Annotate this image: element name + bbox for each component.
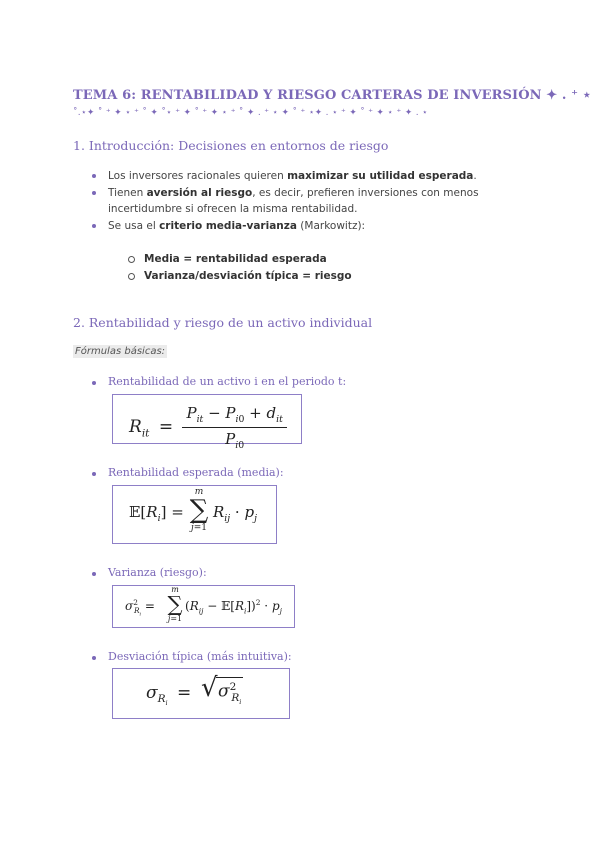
formula-box-expected: $𝔼[R_i]$ = m ∑ j=1 $R_{ij} \cdot p_j$ [112, 485, 277, 544]
formula-box-stddev: $\sigma_{R_i}$ = √ $\sigma^2_{R_i}$ [112, 668, 290, 719]
list-item: Los inversores racionales quieren maximizar su utilidad esperada. [90, 168, 540, 185]
list-item: Media = rentabilidad esperada [128, 251, 352, 268]
formula-box-return: $R_{it}$ = $\frac{P_{it} - P_{i0} + d_{it}}{P_{i0}}$ [112, 394, 302, 444]
intro-bullet-list [90, 168, 540, 234]
formula-label-variance: Varianza (riesgo): [92, 566, 207, 579]
list-item: Se usa el criterio media-varianza (Markowitz): [90, 218, 540, 235]
formula-label-expected: Rentabilidad esperada (media): [92, 466, 284, 479]
sparkle-decoration: ˚.⋆✦ ˚ ⁺ ✦ ⋆ ⁺ ˚ ✦ ˚⋆ ⁺ ✦ ˚ ⁺ ✦ ⋆ ⁺ ˚ ✦ . ⁺ ⋆ ✦ ˚ ⁺ ⋆✦ . ⋆ ⁺ ✦ ˚ ⁺ ✦ ⋆ ⁺ ✦ . ⋆ [73, 108, 428, 118]
formulas-label: Fórmulas básicas: [75, 346, 166, 357]
list-item: Varianza/desviación típica = riesgo [128, 268, 352, 285]
list-item: Tienen aversión al riesgo, es decir, prefieren inversiones con menos incertidumbre si ofrecen la misma rentabilidad. [90, 185, 540, 218]
section-2-heading: 2. Rentabilidad y riesgo de un activo individual [73, 315, 373, 330]
formula-label-stddev: Desviación típica (más intuitiva): [92, 650, 292, 663]
formula-label-return: Rentabilidad de un activo i en el periodo t: [92, 375, 346, 388]
sub-bullet-list [128, 251, 352, 285]
formula-box-variance: $\sigma^2_{R_i}$ = m ∑ j=1 ($R_{ij}$ − $𝔼[R_i])^2 \cdot p_j$ [112, 585, 295, 628]
section-1-heading: 1. Introducción: Decisiones en entornos de riesgo [73, 138, 389, 153]
page-title: TEMA 6: RENTABILIDAD Y RIESGO CARTERAS DE INVERSIÓN ✦ . ⁺ ⋆ [73, 88, 591, 103]
